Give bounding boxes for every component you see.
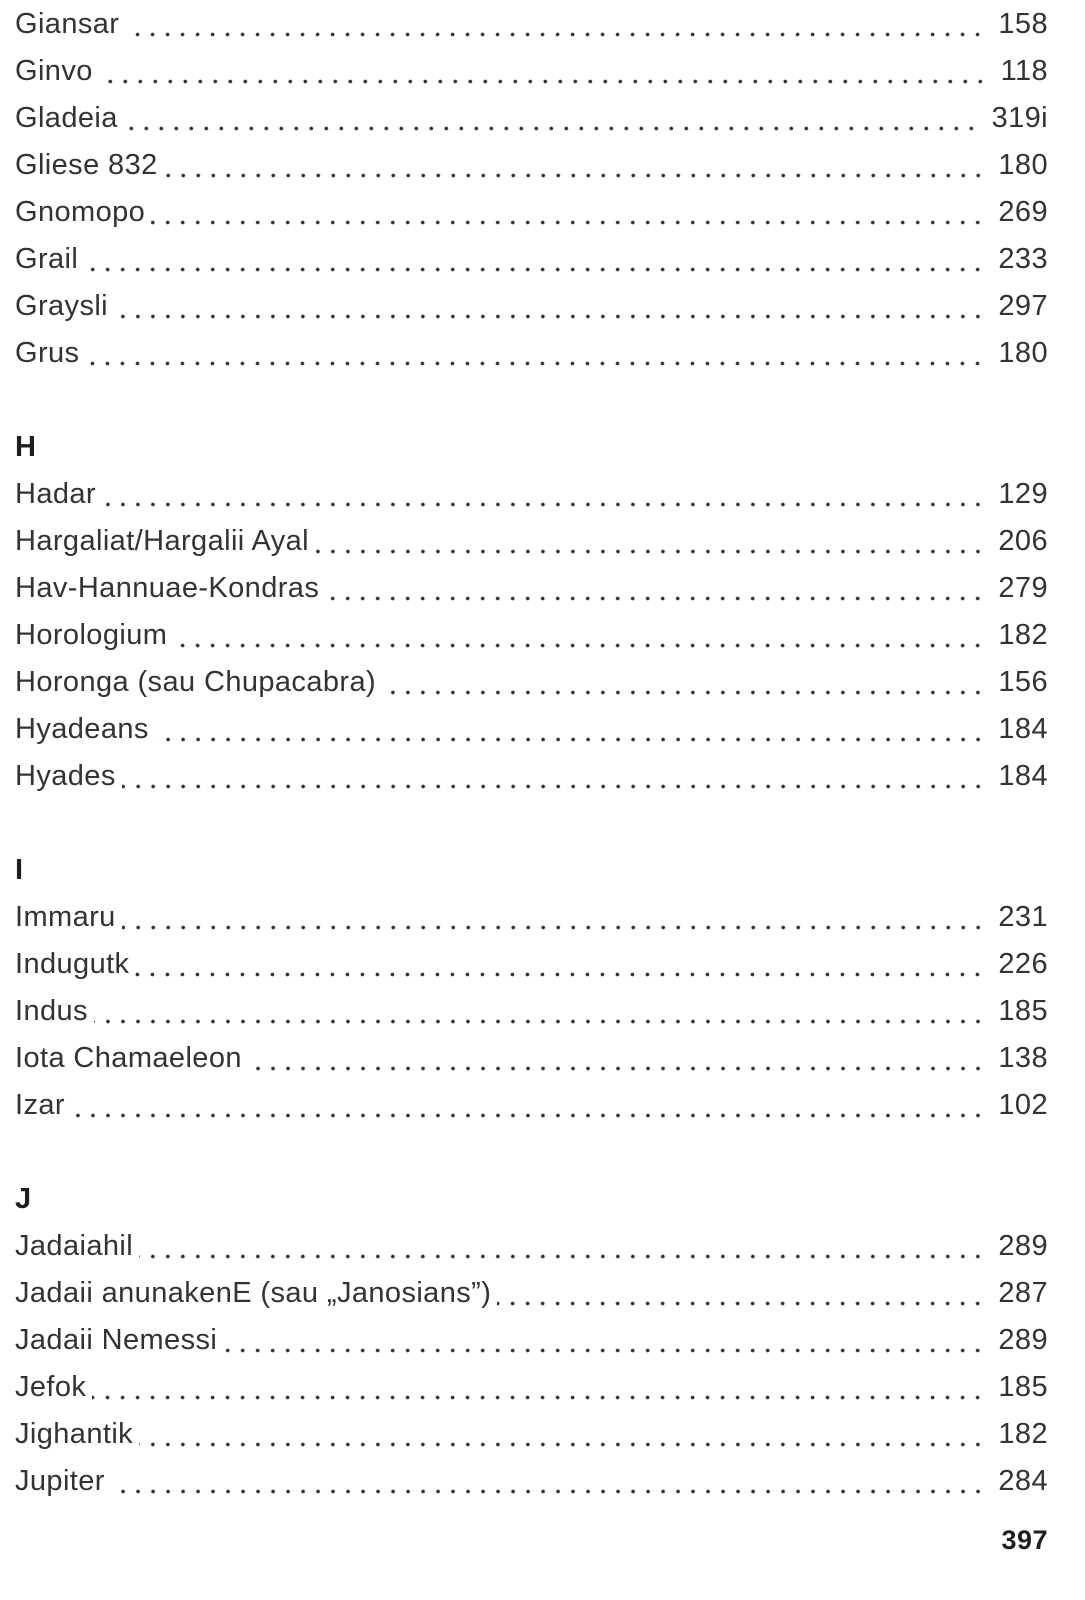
section-letter-heading: H: [15, 431, 37, 463]
entry-term: Ginvo: [15, 55, 93, 87]
index-section-j: [15, 1176, 1048, 1505]
index-entry: [15, 1364, 1048, 1411]
index-section-i: [15, 847, 1048, 1129]
dot-leader: [85, 330, 988, 377]
entry-term: Hyades: [15, 760, 116, 792]
index-entry: [15, 48, 1048, 95]
dot-leader: [497, 1270, 988, 1317]
dot-leader: [71, 1082, 988, 1129]
dot-leader: [382, 659, 988, 706]
index-section-h: [15, 424, 1048, 800]
index-entry: [15, 706, 1048, 753]
index-entry: [15, 236, 1048, 283]
dot-leader: [139, 1411, 988, 1458]
index-entry: [15, 1411, 1048, 1458]
index-entry: [15, 471, 1048, 518]
dot-leader: [102, 471, 988, 518]
entry-term: Horologium: [15, 619, 168, 651]
index-entry: [15, 518, 1048, 565]
entry-term: Jadaii anunakenE (sau „Janosians”): [15, 1277, 492, 1309]
dot-leader: [92, 1364, 988, 1411]
entry-page-number: 180: [998, 149, 1048, 181]
entry-page-number: 184: [998, 713, 1048, 745]
index-entry: [15, 894, 1048, 941]
entry-page-number: 118: [1000, 55, 1048, 87]
dot-leader: [155, 706, 989, 753]
dot-leader: [99, 48, 991, 95]
entry-page-number: 226: [998, 948, 1048, 980]
entry-term: Hyadeans: [15, 713, 149, 745]
entry-term: Grus: [15, 337, 80, 369]
dot-leader: [315, 518, 988, 565]
index-entry: [15, 1082, 1048, 1129]
entry-term: Graysli: [15, 290, 109, 322]
index-entry: [15, 142, 1048, 189]
entry-page-number: 158: [998, 8, 1048, 40]
dot-leader: [122, 753, 989, 800]
entry-page-number: 319i: [991, 102, 1048, 134]
index-entry: [15, 565, 1048, 612]
dot-leader: [223, 1317, 988, 1364]
entry-page-number: 182: [998, 1418, 1048, 1450]
section-letter-heading: J: [15, 1183, 32, 1215]
index-section-continued: [15, 1, 1048, 377]
entry-term: Jupiter: [15, 1465, 105, 1497]
dot-leader: [151, 189, 988, 236]
entry-page-number: 269: [998, 196, 1048, 228]
page-number-footer: 397: [1001, 1525, 1048, 1555]
index-entry: [15, 1317, 1048, 1364]
index-entry: [15, 659, 1048, 706]
dot-leader: [84, 236, 988, 283]
entry-term: Gladeia: [15, 102, 118, 134]
entry-term: Hargaliat/Hargalii Ayal: [15, 525, 309, 557]
entry-term: Gliese 832: [15, 149, 158, 181]
entry-page-number: 231: [998, 901, 1048, 933]
index-entry: [15, 612, 1048, 659]
entry-page-number: 180: [998, 337, 1048, 369]
entry-term: Indugutk: [15, 948, 130, 980]
index-entry: [15, 283, 1048, 330]
entry-page-number: 284: [998, 1465, 1048, 1497]
entry-page-number: 138: [998, 1042, 1048, 1074]
entry-page-number: 289: [998, 1324, 1048, 1356]
dot-leader: [173, 612, 988, 659]
dot-leader: [114, 283, 988, 330]
index-entry: [15, 1458, 1048, 1505]
dot-leader: [122, 894, 989, 941]
entry-page-number: 182: [998, 619, 1048, 651]
entry-page-number: 102: [998, 1089, 1048, 1121]
entry-term: Immaru: [15, 901, 116, 933]
entry-page-number: 287: [998, 1277, 1048, 1309]
index-entry: [15, 1223, 1048, 1270]
dot-leader: [139, 1223, 988, 1270]
index-entry: [15, 1270, 1048, 1317]
index-entry: [15, 189, 1048, 236]
dot-leader: [124, 95, 982, 142]
entry-page-number: 185: [998, 995, 1048, 1027]
entry-page-number: 156: [998, 666, 1048, 698]
entry-term: Giansar: [15, 8, 120, 40]
index-sections: [15, 1, 1048, 1505]
dot-leader: [135, 941, 988, 988]
entry-term: Grail: [15, 243, 79, 275]
entry-term: Horonga (sau Chupacabra): [15, 666, 377, 698]
entry-term: Gnomopo: [15, 196, 146, 228]
entry-page-number: 129: [998, 478, 1048, 510]
section-letter-heading: I: [15, 854, 24, 886]
index-entry: [15, 988, 1048, 1035]
index-entry: [15, 330, 1048, 377]
entry-page-number: 206: [998, 525, 1048, 557]
index-entry: [15, 941, 1048, 988]
entry-page-number: 297: [998, 290, 1048, 322]
entry-term: Indus: [15, 995, 88, 1027]
entry-page-number: 185: [998, 1371, 1048, 1403]
dot-leader: [325, 565, 988, 612]
index-entry: [15, 1035, 1048, 1082]
entry-page-number: 289: [998, 1230, 1048, 1262]
dot-leader: [111, 1458, 989, 1505]
entry-term: Hadar: [15, 478, 96, 510]
index-entry: [15, 1, 1048, 48]
dot-leader: [94, 988, 988, 1035]
entry-term: Jadaiahil: [15, 1230, 134, 1262]
index-entry: [15, 95, 1048, 142]
entry-term: Iota Chamaeleon: [15, 1042, 242, 1074]
dot-leader: [125, 1, 988, 48]
entry-page-number: 233: [998, 243, 1048, 275]
entry-term: Izar: [15, 1089, 65, 1121]
entry-page-number: 184: [998, 760, 1048, 792]
dot-leader: [164, 142, 989, 189]
dot-leader: [248, 1035, 989, 1082]
entry-term: Jighantik: [15, 1418, 134, 1450]
entry-page-number: 279: [998, 572, 1048, 604]
entry-term: Jefok: [15, 1371, 87, 1403]
entry-term: Hav-Hannuae-Kondras: [15, 572, 320, 604]
entry-term: Jadaii Nemessi: [15, 1324, 218, 1356]
index-entry: [15, 753, 1048, 800]
